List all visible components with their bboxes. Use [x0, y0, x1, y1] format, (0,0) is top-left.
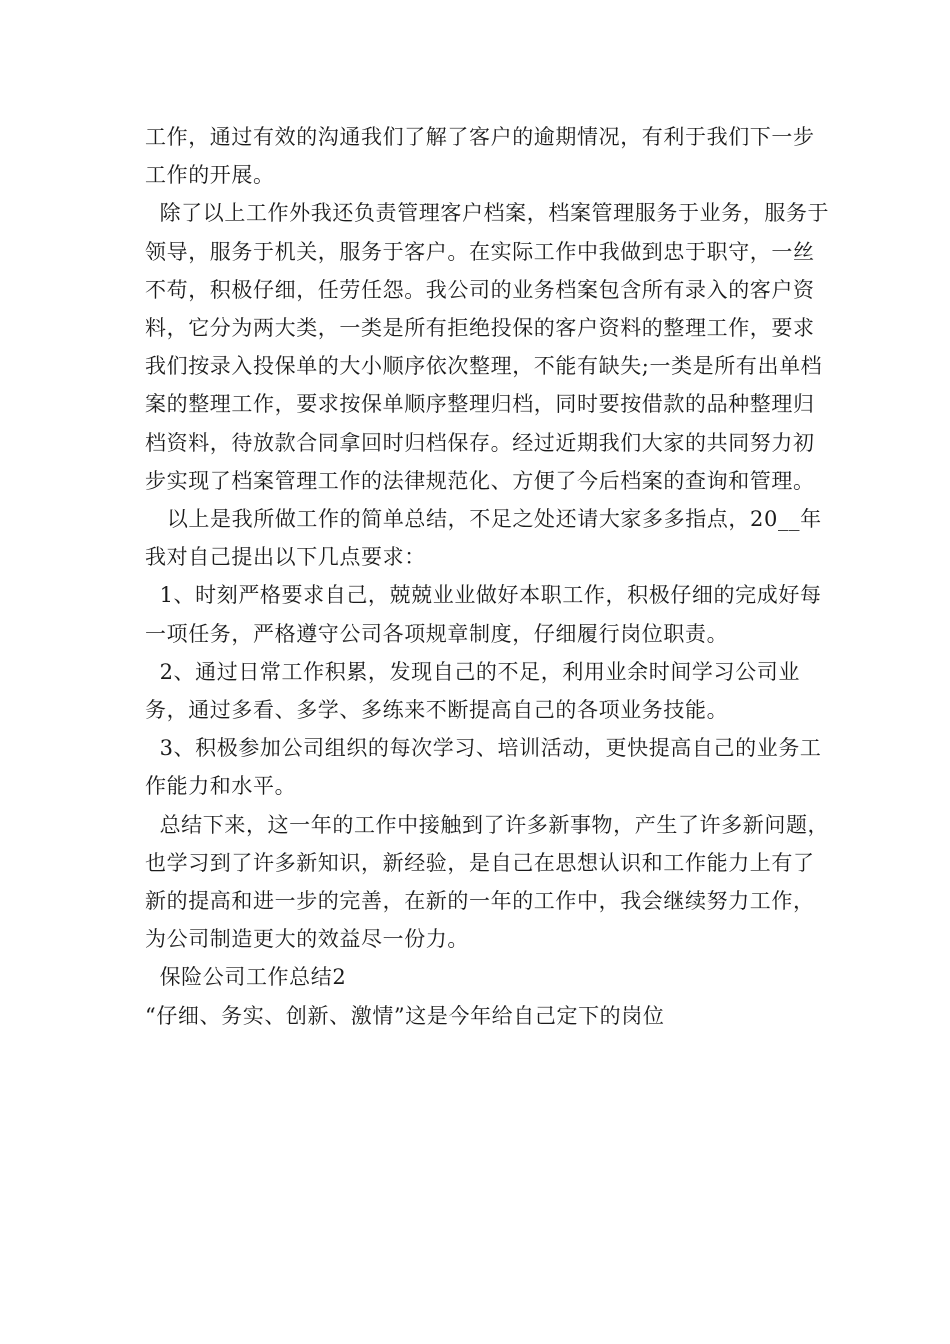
document-body — [145, 118, 835, 1035]
paragraph-1: 工作，通过有效的沟通我们了解了客户的逾期情况，有利于我们下一步工作的开展。 — [145, 125, 815, 188]
summary-paragraph: 总结下来，这一年的工作中接触到了许多新事物，产生了许多新问题，也学习到了许多新知识，新经验，是自己在思想认识和工作能力上有了新的提高和进一步的完善，在新的一年的工作中，我会继续努力工作，为公司制造更大的效益尽一份力。 — [145, 812, 830, 952]
requirement-item-1: 1、时刻严格要求自己，兢兢业业做好本职工作，积极仔细的完成好每一项任务，严格遵守公司各项规章制度，仔细履行岗位职责。 — [145, 583, 822, 646]
requirement-item-2: 2、通过日常工作积累，发现自己的不足，利用业余时间学习公司业务，通过多看、多学、多练来不断提高自己的各项业务技能。 — [145, 659, 800, 723]
section-opening-line: “仔细、务实、创新、激情”这是今年给自己定下的岗位 — [145, 1003, 665, 1028]
section-heading: 保险公司工作总结2 — [145, 965, 347, 990]
paragraph-2: 除了以上工作外我还负责管理客户档案，档案管理服务于业务，服务于领导，服务于机关，服务于客户。在实际工作中我做到忠于职守，一丝不苟，积极仔细，任劳任怨。我公司的业务档案包含所有录入的客户资料，它分为两大类，一类是所有拒绝投保的客户资料的整理工作，要求我们按录入投保单的大小顺序依次整理，不能有缺失;一类是所有出单档案的整理工作，要求按保单顺序整理归档，同时要按借款的品种整理归档资料，待放款合同拿回时归档保存。经过近期我们大家的共同努力初步实现了档案管理工作的法律规范化、方便了今后档案的查询和管理。 — [145, 201, 830, 493]
paragraph-3: 以上是我所做工作的简单总结，不足之处还请大家多多指点，20__年我对自己提出以下几点要求： — [145, 507, 822, 570]
requirement-item-3: 3、积极参加公司组织的每次学习、培训活动，更快提高自己的业务工作能力和水平。 — [145, 736, 822, 799]
